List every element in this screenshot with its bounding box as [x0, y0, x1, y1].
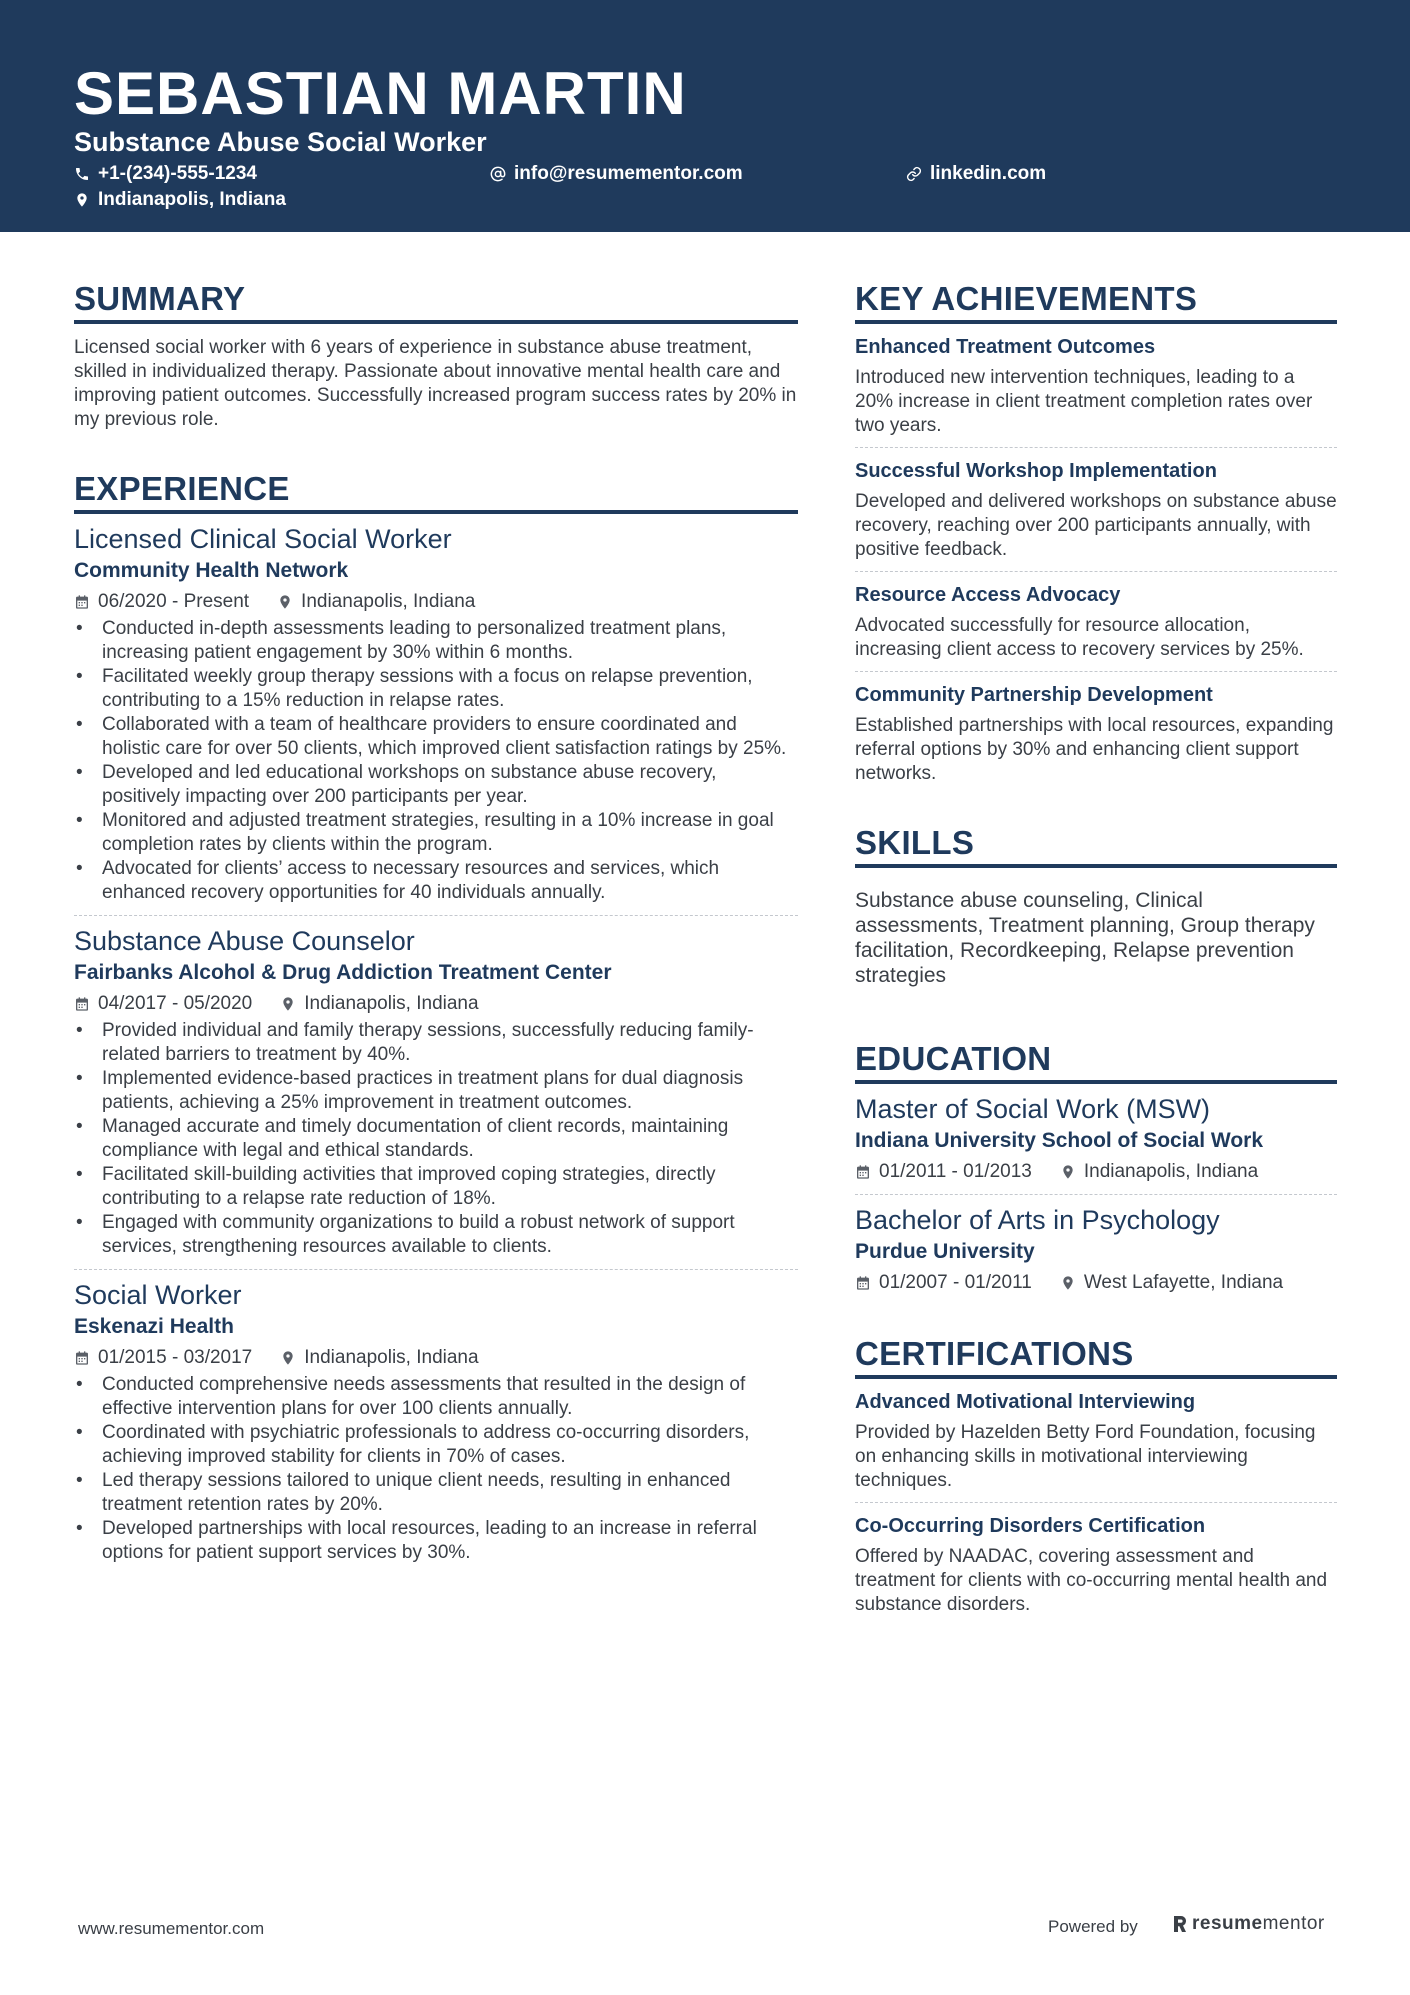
summary-text: Licensed social worker with 6 years of experience in substance abuse treatment, skilled in individualized therapy. Passionate about innovative mental health care and improving patient outcomes. Successfully increased program success rates by 20% in my previous role. [74, 337, 797, 430]
location-pin-icon [280, 1350, 296, 1366]
certifications-section [855, 1335, 1337, 1617]
skills-section [855, 824, 1337, 988]
achievements-heading: KEY ACHIEVEMENTS [855, 280, 1337, 324]
summary-section [74, 280, 798, 432]
job-entry [74, 522, 798, 905]
divider [855, 671, 1337, 672]
job-entry [74, 1278, 798, 1565]
bullet-item: • Engaged with community organizations to build a robust network of support services, strengthening resources available to clients. [74, 1211, 798, 1259]
bullet-item: • Implemented evidence-based practices in treatment plans for dual diagnosis patients, achieving a 25% improvement in treatment outcomes. [74, 1067, 798, 1115]
job-location: Indianapolis, Indiana [304, 1347, 479, 1368]
link-icon [906, 166, 922, 182]
achievement-desc: Established partnerships with local resources, expanding referral options by 30% and enhancing client support networks. [855, 715, 1334, 784]
achievements-section [855, 280, 1337, 786]
bullet-item: • Facilitated weekly group therapy sessions with a focus on relapse prevention, contributing to a 15% reduction in relapse rates. [74, 665, 798, 713]
achievement-title: Successful Workshop Implementation [855, 460, 1217, 482]
achievement-item [855, 682, 1337, 786]
job-company: Fairbanks Alcohol & Drug Addiction Treatment Center [74, 961, 612, 984]
bullet-item: • Facilitated skill-building activities that improved coping strategies, directly contributing to a relapse rate reduction of 18%. [74, 1163, 798, 1211]
divider [74, 1269, 798, 1270]
skills-heading: SKILLS [855, 824, 1337, 868]
footer-powered-by: Powered by [1048, 1917, 1138, 1936]
bullet-item: • Developed and led educational workshops on substance abuse recovery, positively impacting over 200 participants per year. [74, 761, 798, 809]
achievement-title: Enhanced Treatment Outcomes [855, 336, 1156, 358]
education-location: West Lafayette, Indiana [1083, 1272, 1284, 1293]
certification-title: Advanced Motivational Interviewing [855, 1391, 1196, 1413]
education-degree: Master of Social Work (MSW) [855, 1094, 1211, 1124]
brand-light-text: mentor [1262, 1913, 1325, 1934]
achievement-title: Community Partnership Development [855, 684, 1213, 706]
contact-email[interactable] [490, 162, 743, 186]
job-bullets [74, 1019, 798, 1259]
bullet-item: • Developed partnerships with local resources, leading to an increase in referral options for patient support services by 30%. [74, 1517, 798, 1565]
education-section [855, 1040, 1337, 1295]
divider [855, 447, 1337, 448]
job-meta [74, 590, 798, 614]
education-entry [855, 1092, 1337, 1184]
calendar-icon [74, 996, 90, 1012]
achievement-desc: Introduced new intervention techniques, leading to a 20% increase in client treatment completion rates over two years. [855, 367, 1313, 436]
footer-website[interactable]: www.resumementor.com [78, 1919, 265, 1938]
calendar-icon [74, 594, 90, 610]
certification-item [855, 1513, 1337, 1617]
education-heading: EDUCATION [855, 1040, 1337, 1084]
job-location: Indianapolis, Indiana [304, 993, 479, 1014]
job-dates: 01/2015 - 03/2017 [98, 1347, 253, 1368]
certification-desc: Offered by NAADAC, covering assessment and treatment for clients with co-occurring mental health and substance disorders. [855, 1546, 1328, 1615]
bullet-item: • Coordinated with psychiatric professionals to address co-occurring disorders, achieving improved stability for clients in 70% of cases. [74, 1421, 798, 1469]
left-column [74, 280, 798, 1565]
job-title: Licensed Clinical Social Worker [74, 524, 452, 554]
phone-icon [74, 166, 90, 182]
divider [855, 571, 1337, 572]
achievement-desc: Developed and delivered workshops on substance abuse recovery, reaching over 200 participants annually, with positive feedback. [855, 491, 1337, 560]
summary-heading: SUMMARY [74, 280, 798, 324]
location-pin-icon [74, 192, 90, 208]
job-meta [74, 1346, 798, 1370]
candidate-name: SEBASTIAN MARTIN [74, 60, 687, 127]
bullet-item: • Led therapy sessions tailored to unique client needs, resulting in enhanced treatment retention rates by 20%. [74, 1469, 798, 1517]
job-company: Eskenazi Health [74, 1315, 234, 1338]
location-pin-icon [1060, 1275, 1076, 1291]
job-dates: 04/2017 - 05/2020 [98, 993, 253, 1014]
candidate-title: Substance Abuse Social Worker [74, 127, 487, 157]
achievement-item [855, 582, 1337, 662]
right-column [855, 280, 1337, 1617]
contact-linkedin[interactable] [906, 162, 1046, 186]
divider [74, 915, 798, 916]
education-dates: 01/2007 - 01/2011 [879, 1272, 1032, 1293]
calendar-icon [855, 1275, 871, 1291]
education-entry [855, 1203, 1337, 1295]
bullet-item: • Conducted comprehensive needs assessments that resulted in the design of effective intervention plans for over 100 clients annually. [74, 1373, 798, 1421]
job-bullets [74, 1373, 798, 1565]
footer-brand-logo[interactable] [1172, 1913, 1325, 1935]
achievement-item [855, 458, 1337, 562]
bullet-item: • Monitored and adjusted treatment strategies, resulting in a 10% increase in goal completion rates by clients within the program. [74, 809, 798, 857]
job-bullets [74, 617, 798, 905]
divider [855, 1194, 1337, 1195]
email-text[interactable]: info@resumementor.com [514, 163, 743, 184]
contact-location [74, 188, 286, 212]
certification-title: Co-Occurring Disorders Certification [855, 1515, 1206, 1537]
job-company: Community Health Network [74, 559, 349, 582]
certification-item [855, 1389, 1337, 1493]
location-pin-icon [1060, 1164, 1076, 1180]
education-location: Indianapolis, Indiana [1083, 1161, 1259, 1182]
location-pin-icon [280, 996, 296, 1012]
job-dates: 06/2020 - Present [98, 591, 250, 612]
location-pin-icon [277, 594, 293, 610]
achievement-title: Resource Access Advocacy [855, 584, 1121, 606]
calendar-icon [855, 1164, 871, 1180]
job-meta [74, 992, 798, 1016]
experience-heading: EXPERIENCE [74, 470, 798, 514]
calendar-icon [74, 1350, 90, 1366]
linkedin-text[interactable]: linkedin.com [930, 163, 1047, 184]
job-title: Substance Abuse Counselor [74, 926, 415, 956]
education-dates: 01/2011 - 01/2013 [879, 1161, 1032, 1182]
education-school: Indiana University School of Social Work [855, 1129, 1264, 1152]
bullet-item: • Collaborated with a team of healthcare providers to ensure coordinated and holistic care for over 50 clients, which improved client satisfaction ratings by 25%. [74, 713, 798, 761]
location-text: Indianapolis, Indiana [98, 189, 286, 210]
experience-section [74, 470, 798, 1565]
resumementor-logo-icon [1172, 1914, 1188, 1934]
education-meta [855, 1160, 1337, 1184]
at-sign-icon [490, 166, 506, 182]
achievement-item [855, 334, 1337, 438]
job-location: Indianapolis, Indiana [301, 591, 476, 612]
education-school: Purdue University [855, 1240, 1035, 1263]
contact-phone [74, 162, 257, 186]
certifications-heading: CERTIFICATIONS [855, 1335, 1337, 1379]
job-entry [74, 924, 798, 1259]
bullet-item: • Provided individual and family therapy sessions, successfully reducing family-related barriers to treatment by 40%. [74, 1019, 798, 1067]
brand-bold-text: resume [1192, 1913, 1263, 1934]
education-degree: Bachelor of Arts in Psychology [855, 1205, 1220, 1235]
certification-desc: Provided by Hazelden Betty Ford Foundation, focusing on enhancing skills in motivational interviewing techniques. [855, 1422, 1316, 1491]
achievement-desc: Advocated successfully for resource allocation, increasing client access to recovery services by 25%. [855, 615, 1304, 660]
skills-text: Substance abuse counseling, Clinical assessments, Treatment planning, Group therapy facilitation, Recordkeeping, Relapse prevention strategies [855, 889, 1315, 987]
phone-text: +1-(234)-555-1234 [98, 163, 257, 184]
education-meta [855, 1271, 1337, 1295]
resume-header [0, 0, 1410, 232]
bullet-item: • Managed accurate and timely documentation of client records, maintaining compliance with legal and ethical standards. [74, 1115, 798, 1163]
job-title: Social Worker [74, 1280, 242, 1310]
divider [855, 1502, 1337, 1503]
bullet-item: • Advocated for clients’ access to necessary resources and services, which enhanced recovery opportunities for 40 individuals annually. [74, 857, 798, 905]
bullet-item: • Conducted in-depth assessments leading to personalized treatment plans, increasing patient engagement by 30% within 6 months. [74, 617, 798, 665]
